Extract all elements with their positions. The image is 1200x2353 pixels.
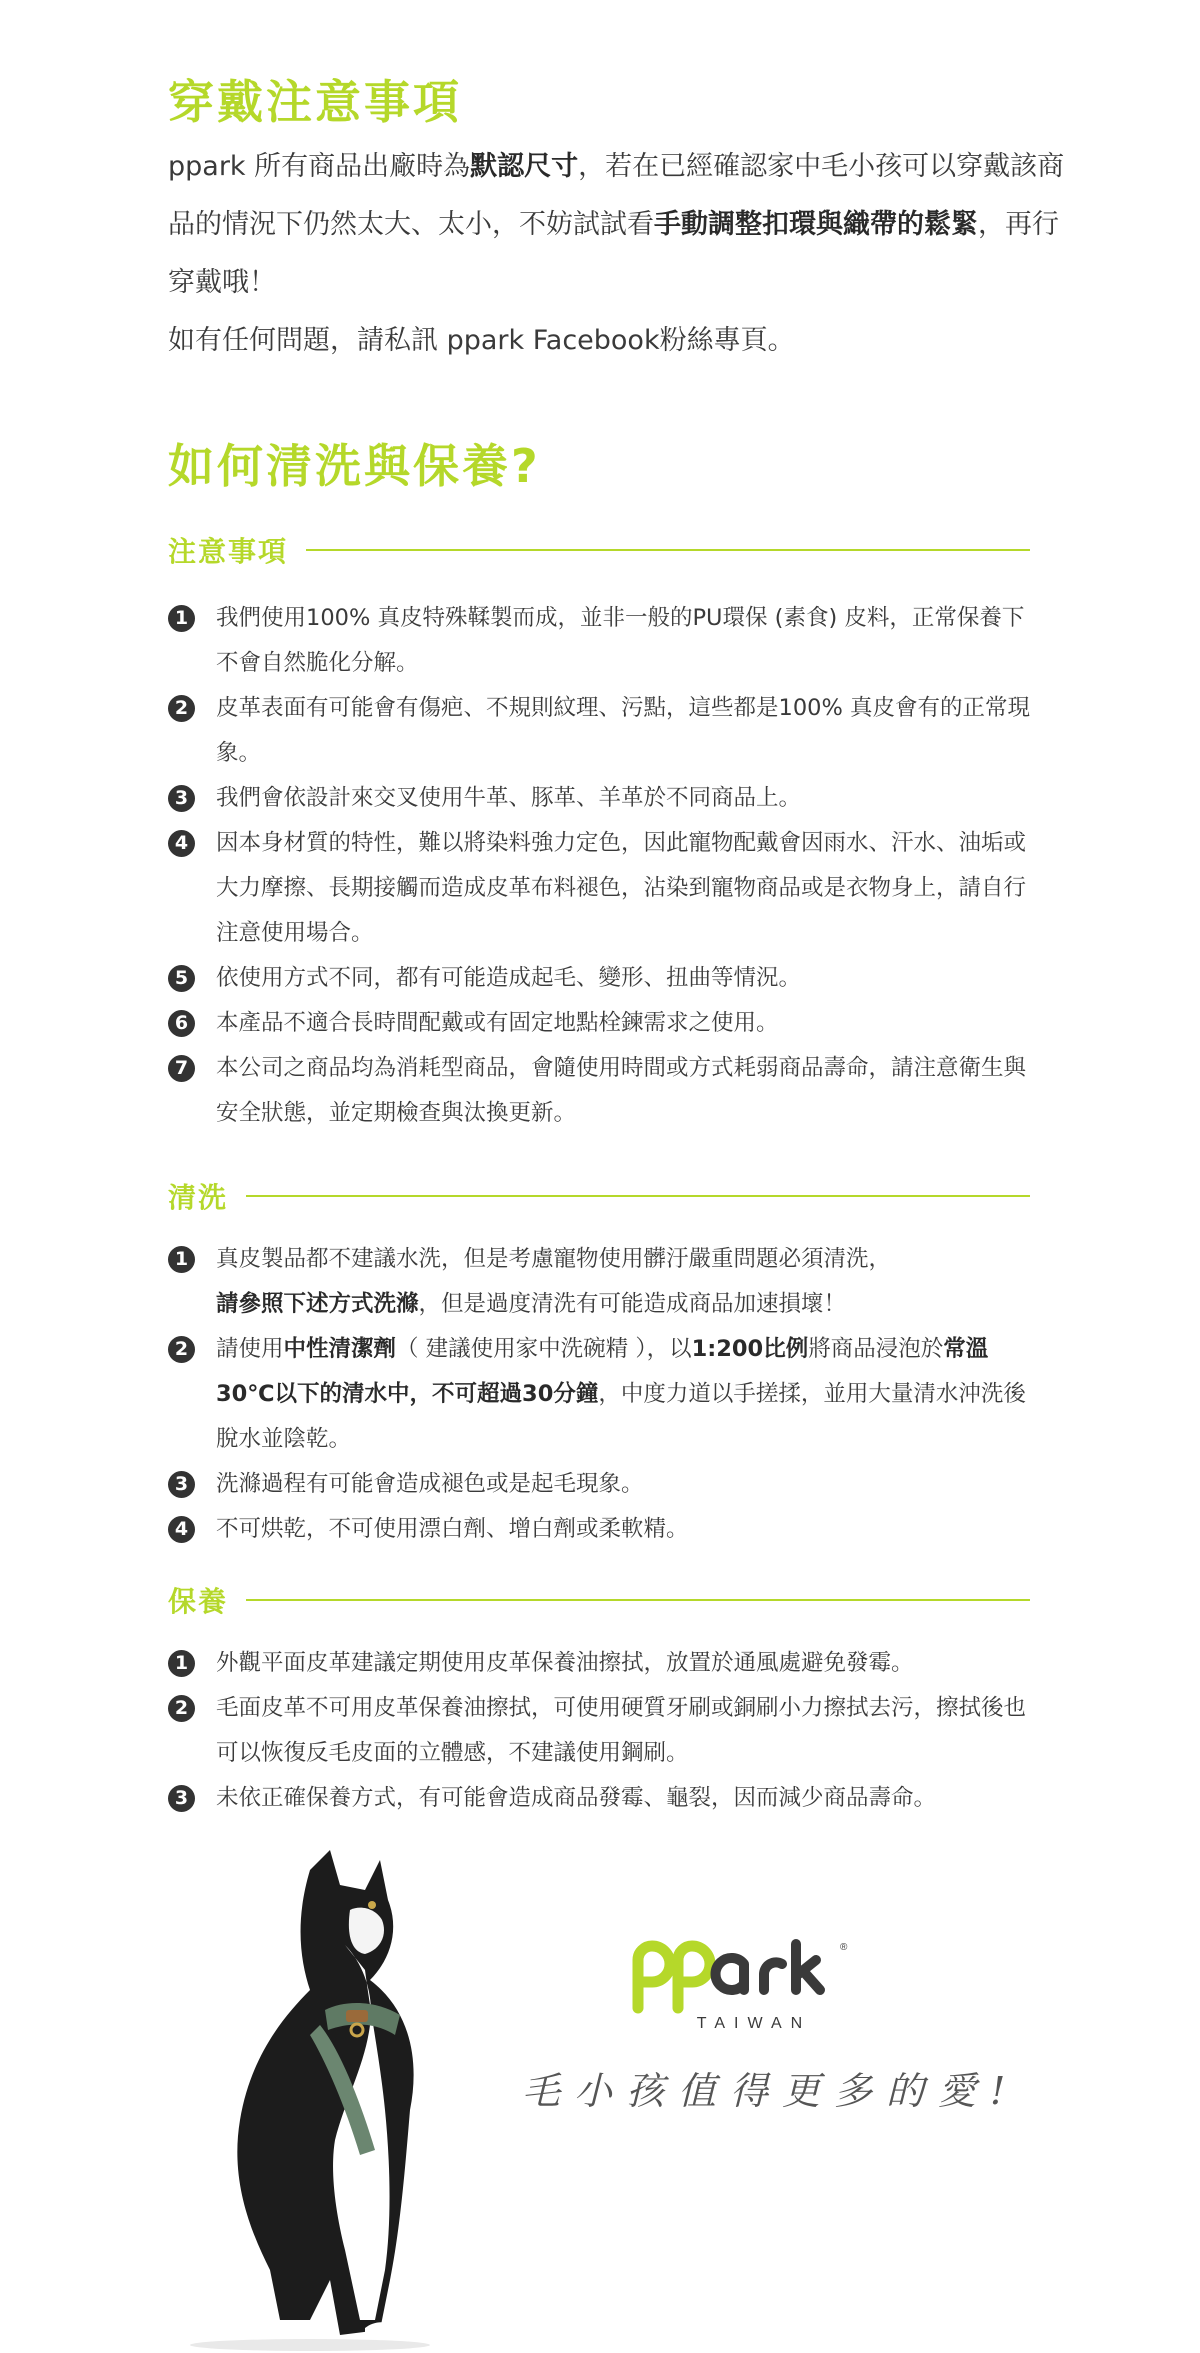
notes-heading-label: 注意事項 xyxy=(168,535,289,568)
number-badge: 3 xyxy=(168,1785,195,1812)
care-title: 如何清洗與保養? xyxy=(168,439,541,493)
wear-notes-title: 穿戴注意事項 xyxy=(168,75,462,129)
wear-notes-paragraph: ppark 所有商品出廠時為默認尺寸，若在已經確認家中毛小孩可以穿戴該商品的情況下仍然太大、太小，不妨試試看手動調整扣環與織帶的鬆緊，再行穿戴哦！ xyxy=(168,151,1065,298)
notes-divider xyxy=(306,549,1030,551)
brand-slogan: 毛小孩值得更多的愛! xyxy=(522,2069,1020,2113)
list-item-text: 未依正確保養方式，有可能會造成商品發霉、龜裂，因而減少商品壽命。 xyxy=(216,1785,937,1811)
number-badge: 6 xyxy=(168,1010,195,1037)
list-item-text: 皮革表面有可能會有傷疤、不規則紋理、污點，這些都是100% 真皮會有的正常現象。 xyxy=(216,695,1030,766)
list-item xyxy=(168,1686,1038,1776)
list-item: 2 請使用中性清潔劑（ 建議使用家中洗碗精 ），以1:200比例將商品浸泡於常溫30℃以下的清水中，不可超過30分鐘，中度力道以手搓揉，並用大量清水沖洗後脫水並陰乾。 xyxy=(168,1327,1038,1462)
list-item xyxy=(168,596,1038,686)
list-item: 1 真皮製品都不建議水洗，但是考慮寵物使用髒汙嚴重問題必須清洗， 請參照下述方式洗滌，但是過度清洗有可能造成商品加速損壞！ xyxy=(168,1237,1038,1327)
number-badge: 2 xyxy=(168,1695,195,1722)
cat-in-harness-image xyxy=(160,1850,500,2353)
maintain-heading xyxy=(168,1580,1030,1620)
adjust-buckle-emphasis: 手動調整扣環與織帶的鬆緊 xyxy=(654,209,978,240)
wash-heading xyxy=(168,1176,1030,1216)
number-badge: 3 xyxy=(168,1471,195,1498)
logo-subtitle: TAIWAN xyxy=(696,2015,812,2032)
wash-heading-label: 清洗 xyxy=(168,1181,229,1214)
contact-note: 如有任何問題，請私訊 ppark Facebook粉絲專頁。 xyxy=(168,325,795,356)
list-item-text: 毛面皮革不可用皮革保養油擦拭，可使用硬質牙刷或銅刷小力擦拭去污，擦拭後也可以恢復反毛皮面的立體感，不建議使用鋼刷。 xyxy=(216,1695,1027,1766)
list-item xyxy=(168,956,1038,1001)
number-badge: 5 xyxy=(168,965,195,992)
default-size-emphasis: 默認尺寸 xyxy=(470,151,579,182)
list-item-text: 外觀平面皮革建議定期使用皮革保養油擦拭，放置於通風處避免發霉。 xyxy=(216,1650,914,1676)
list-item-text: 我們會依設計來交叉使用牛革、豚革、羊革於不同商品上。 xyxy=(216,785,802,811)
notes-heading xyxy=(168,530,1030,570)
list-item-text: 我們使用100% 真皮特殊鞣製而成，並非一般的PU環保 (素食) 皮料，正常保養下不會自然脆化分解。 xyxy=(216,605,1025,676)
list-item xyxy=(168,776,1038,821)
number-badge: 1 xyxy=(168,1246,195,1273)
number-badge: 4 xyxy=(168,1516,195,1543)
ppark-logo xyxy=(626,1938,871,2038)
list-item xyxy=(168,1046,1038,1136)
list-item xyxy=(168,1776,1038,1821)
wash-divider xyxy=(246,1195,1030,1197)
number-badge: 2 xyxy=(168,695,195,722)
list-item: 4 不可烘乾，不可使用漂白劑、增白劑或柔軟精。 xyxy=(168,1507,1038,1552)
wash-list xyxy=(168,1237,1038,1552)
list-item-text: 依使用方式不同，都有可能造成起毛、變形、扭曲等情況。 xyxy=(216,965,802,991)
list-item xyxy=(168,1641,1038,1686)
maintain-divider xyxy=(246,1599,1030,1601)
number-badge: 3 xyxy=(168,785,195,812)
list-item xyxy=(168,1001,1038,1046)
list-item xyxy=(168,821,1038,956)
svg-text:®: ® xyxy=(840,1942,848,1953)
maintain-list xyxy=(168,1641,1038,1821)
number-badge: 7 xyxy=(168,1055,195,1082)
number-badge: 1 xyxy=(168,605,195,632)
number-badge: 4 xyxy=(168,830,195,857)
number-badge: 1 xyxy=(168,1650,195,1677)
list-item-text: 本產品不適合長時間配戴或有固定地點栓鍊需求之使用。 xyxy=(216,1010,779,1036)
notes-list xyxy=(168,596,1038,1136)
maintain-heading-label: 保養 xyxy=(168,1585,229,1618)
list-item: 3 洗滌過程有可能會造成褪色或是起毛現象。 xyxy=(168,1462,1038,1507)
number-badge: 2 xyxy=(168,1336,195,1363)
wear-notes-text xyxy=(168,138,1068,370)
list-item-text: 因本身材質的特性，難以將染料強力定色，因此寵物配戴會因雨水、汗水、油垢或大力摩擦、長期接觸而造成皮革布料褪色，沾染到寵物商品或是衣物身上，請自行注意使用場合。 xyxy=(216,830,1027,946)
list-item xyxy=(168,686,1038,776)
list-item-text: 本公司之商品均為消耗型商品，會隨使用時間或方式耗弱商品壽命，請注意衛生與安全狀態，並定期檢查與汰換更新。 xyxy=(216,1055,1027,1126)
